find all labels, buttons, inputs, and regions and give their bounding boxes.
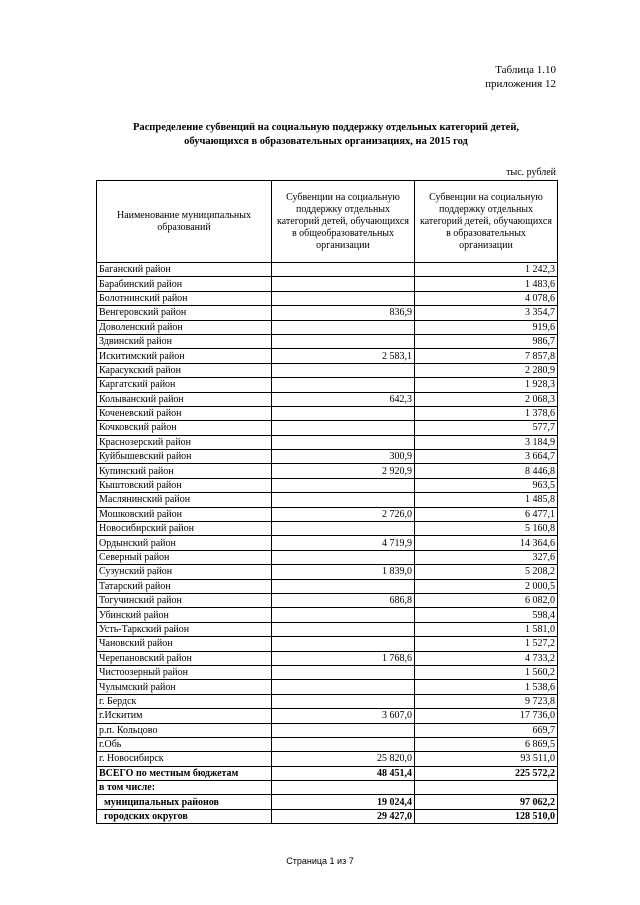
cell-education: 963,5 — [415, 478, 558, 492]
cell-education: 2 000,5 — [415, 579, 558, 593]
table-row — [97, 694, 558, 708]
cell-general: 1 768,6 — [272, 651, 415, 665]
cell-education: 327,6 — [415, 550, 558, 564]
title-line-1: Распределение субвенций на социальную поддержку отдельных категорий детей, — [132, 122, 519, 133]
cell-general — [272, 723, 415, 737]
table-number: Таблица 1.10 — [495, 64, 556, 76]
cell-name: городских округов — [97, 809, 272, 823]
cell-name: Купинский район — [97, 464, 272, 478]
cell-name: Тогучинский район — [97, 593, 272, 607]
cell-name: г. Бердск — [97, 694, 272, 708]
cell-name: Барабинский район — [97, 277, 272, 291]
cell-name: Татарский район — [97, 579, 272, 593]
cell-name: Усть-Таркский район — [97, 622, 272, 636]
column-header-general: Субвенции на социальную поддержку отдельных категорий детей, обучающихся в общеобразовательных организации — [272, 181, 415, 263]
cell-name: Здвинский район — [97, 334, 272, 348]
cell-general: 19 024,4 — [272, 795, 415, 809]
cell-name: Карасукский район — [97, 363, 272, 377]
cell-general: 642,3 — [272, 392, 415, 406]
table-row — [97, 536, 558, 550]
table-row — [97, 651, 558, 665]
table-body — [97, 263, 558, 824]
table-row — [97, 680, 558, 694]
cell-education: 1 242,3 — [415, 263, 558, 277]
table-row — [97, 435, 558, 449]
cell-general — [272, 478, 415, 492]
title-line-2: обучающихся в образовательных организациях, на 2015 год — [184, 136, 468, 147]
cell-education: 6 869,5 — [415, 737, 558, 751]
table-row — [97, 752, 558, 766]
cell-education: 4 078,6 — [415, 291, 558, 305]
cell-general — [272, 363, 415, 377]
cell-name: Черепановский район — [97, 651, 272, 665]
table-row — [97, 565, 558, 579]
cell-general: 3 607,0 — [272, 709, 415, 723]
page-footer: Страница 1 из 7 — [286, 856, 354, 866]
table-row — [97, 593, 558, 607]
cell-education: 577,7 — [415, 421, 558, 435]
table-row — [97, 320, 558, 334]
cell-name: Болотнинский район — [97, 291, 272, 305]
cell-general — [272, 263, 415, 277]
cell-name: г.Обь — [97, 737, 272, 751]
column-header-name: Наименование муниципальных образований — [97, 181, 272, 263]
table-row — [97, 608, 558, 622]
cell-education: 5 160,8 — [415, 522, 558, 536]
cell-name: Кочковский район — [97, 421, 272, 435]
table-row — [97, 493, 558, 507]
cell-name: ВСЕГО по местным бюджетам — [97, 766, 272, 780]
cell-education: 1 581,0 — [415, 622, 558, 636]
cell-education: 2 068,3 — [415, 392, 558, 406]
cell-general — [272, 608, 415, 622]
cell-name: Маслянинский район — [97, 493, 272, 507]
table-row — [97, 637, 558, 651]
cell-name: Чистоозерный район — [97, 665, 272, 679]
cell-education: 128 510,0 — [415, 809, 558, 823]
cell-education: 1 483,6 — [415, 277, 558, 291]
cell-name: муниципальных районов — [97, 795, 272, 809]
table-row — [97, 665, 558, 679]
cell-name: в том числе: — [97, 781, 272, 795]
cell-name: Искитимский район — [97, 349, 272, 363]
document-title — [96, 121, 556, 149]
table-row — [97, 392, 558, 406]
cell-education: 5 208,2 — [415, 565, 558, 579]
cell-education: 6 477,1 — [415, 507, 558, 521]
cell-general — [272, 435, 415, 449]
cell-general — [272, 406, 415, 420]
cell-education: 986,7 — [415, 334, 558, 348]
cell-general — [272, 334, 415, 348]
cell-general — [272, 781, 415, 795]
cell-education: 17 736,0 — [415, 709, 558, 723]
cell-name: Чулымский район — [97, 680, 272, 694]
cell-education: 6 082,0 — [415, 593, 558, 607]
cell-name: Баганский район — [97, 263, 272, 277]
cell-education: 1 485,8 — [415, 493, 558, 507]
cell-name: Доволенский район — [97, 320, 272, 334]
cell-name: Куйбышевский район — [97, 450, 272, 464]
cell-education: 97 062,2 — [415, 795, 558, 809]
cell-general — [272, 522, 415, 536]
table-row — [97, 406, 558, 420]
cell-name: р.п. Кольцово — [97, 723, 272, 737]
total-row — [97, 809, 558, 823]
cell-name: Кыштовский район — [97, 478, 272, 492]
cell-education: 1 527,2 — [415, 637, 558, 651]
cell-name: Сузунский район — [97, 565, 272, 579]
table-row — [97, 464, 558, 478]
cell-general — [272, 737, 415, 751]
cell-name: г. Новосибирск — [97, 752, 272, 766]
cell-education: 93 511,0 — [415, 752, 558, 766]
cell-general: 1 839,0 — [272, 565, 415, 579]
cell-general: 4 719,9 — [272, 536, 415, 550]
table-row — [97, 709, 558, 723]
cell-general: 300,9 — [272, 450, 415, 464]
cell-name: Каргатский район — [97, 378, 272, 392]
cell-education: 225 572,2 — [415, 766, 558, 780]
cell-general: 48 451,4 — [272, 766, 415, 780]
table-row — [97, 507, 558, 521]
cell-education: 3 354,7 — [415, 306, 558, 320]
total-row — [97, 781, 558, 795]
cell-education: 1 560,2 — [415, 665, 558, 679]
cell-education: 1 928,3 — [415, 378, 558, 392]
total-row — [97, 795, 558, 809]
cell-name: Ордынский район — [97, 536, 272, 550]
cell-education: 14 364,6 — [415, 536, 558, 550]
cell-general — [272, 665, 415, 679]
cell-general — [272, 291, 415, 305]
cell-general: 2 920,9 — [272, 464, 415, 478]
unit-label: тыс. рублей — [506, 167, 556, 178]
cell-name: Коченевский район — [97, 406, 272, 420]
table-row — [97, 622, 558, 636]
table-row — [97, 421, 558, 435]
cell-name: Мошковский район — [97, 507, 272, 521]
table-row — [97, 263, 558, 277]
cell-general: 29 427,0 — [272, 809, 415, 823]
cell-education: 4 733,2 — [415, 651, 558, 665]
cell-education: 1 378,6 — [415, 406, 558, 420]
table-row — [97, 450, 558, 464]
cell-general — [272, 277, 415, 291]
table-row — [97, 723, 558, 737]
subvention-table — [96, 180, 558, 824]
cell-general — [272, 579, 415, 593]
table-header-row — [97, 181, 558, 263]
cell-general: 2 726,0 — [272, 507, 415, 521]
cell-general — [272, 694, 415, 708]
cell-education: 1 538,6 — [415, 680, 558, 694]
cell-general — [272, 550, 415, 564]
table-row — [97, 522, 558, 536]
cell-general — [272, 493, 415, 507]
table-row — [97, 550, 558, 564]
cell-education: 3 184,9 — [415, 435, 558, 449]
cell-name: Чановский район — [97, 637, 272, 651]
table-row — [97, 579, 558, 593]
cell-name: Северный район — [97, 550, 272, 564]
cell-general — [272, 637, 415, 651]
cell-name: Колыванский район — [97, 392, 272, 406]
appendix-number: приложения 12 — [485, 78, 556, 90]
table-row — [97, 349, 558, 363]
table-reference — [485, 63, 556, 91]
cell-name: г.Искитим — [97, 709, 272, 723]
cell-name: Убинский район — [97, 608, 272, 622]
cell-general: 836,9 — [272, 306, 415, 320]
cell-general: 686,8 — [272, 593, 415, 607]
table-row — [97, 291, 558, 305]
cell-general — [272, 421, 415, 435]
cell-name: Краснозерский район — [97, 435, 272, 449]
cell-education: 669,7 — [415, 723, 558, 737]
cell-education: 9 723,8 — [415, 694, 558, 708]
table-row — [97, 363, 558, 377]
cell-education — [415, 781, 558, 795]
table-row — [97, 378, 558, 392]
table-row — [97, 277, 558, 291]
cell-education: 8 446,8 — [415, 464, 558, 478]
total-row — [97, 766, 558, 780]
cell-education: 7 857,8 — [415, 349, 558, 363]
column-header-education: Субвенции на социальную поддержку отдельных категорий детей, обучающихся в образовательных организации — [415, 181, 558, 263]
cell-education: 3 664,7 — [415, 450, 558, 464]
table-row — [97, 478, 558, 492]
cell-name: Новосибирский район — [97, 522, 272, 536]
cell-education: 919,6 — [415, 320, 558, 334]
cell-name: Венгеровский район — [97, 306, 272, 320]
cell-general: 2 583,1 — [272, 349, 415, 363]
table-row — [97, 737, 558, 751]
cell-general — [272, 680, 415, 694]
table-row — [97, 306, 558, 320]
cell-general — [272, 622, 415, 636]
cell-education: 598,4 — [415, 608, 558, 622]
table-row — [97, 334, 558, 348]
cell-education: 2 280,9 — [415, 363, 558, 377]
cell-general: 25 820,0 — [272, 752, 415, 766]
cell-general — [272, 320, 415, 334]
cell-general — [272, 378, 415, 392]
